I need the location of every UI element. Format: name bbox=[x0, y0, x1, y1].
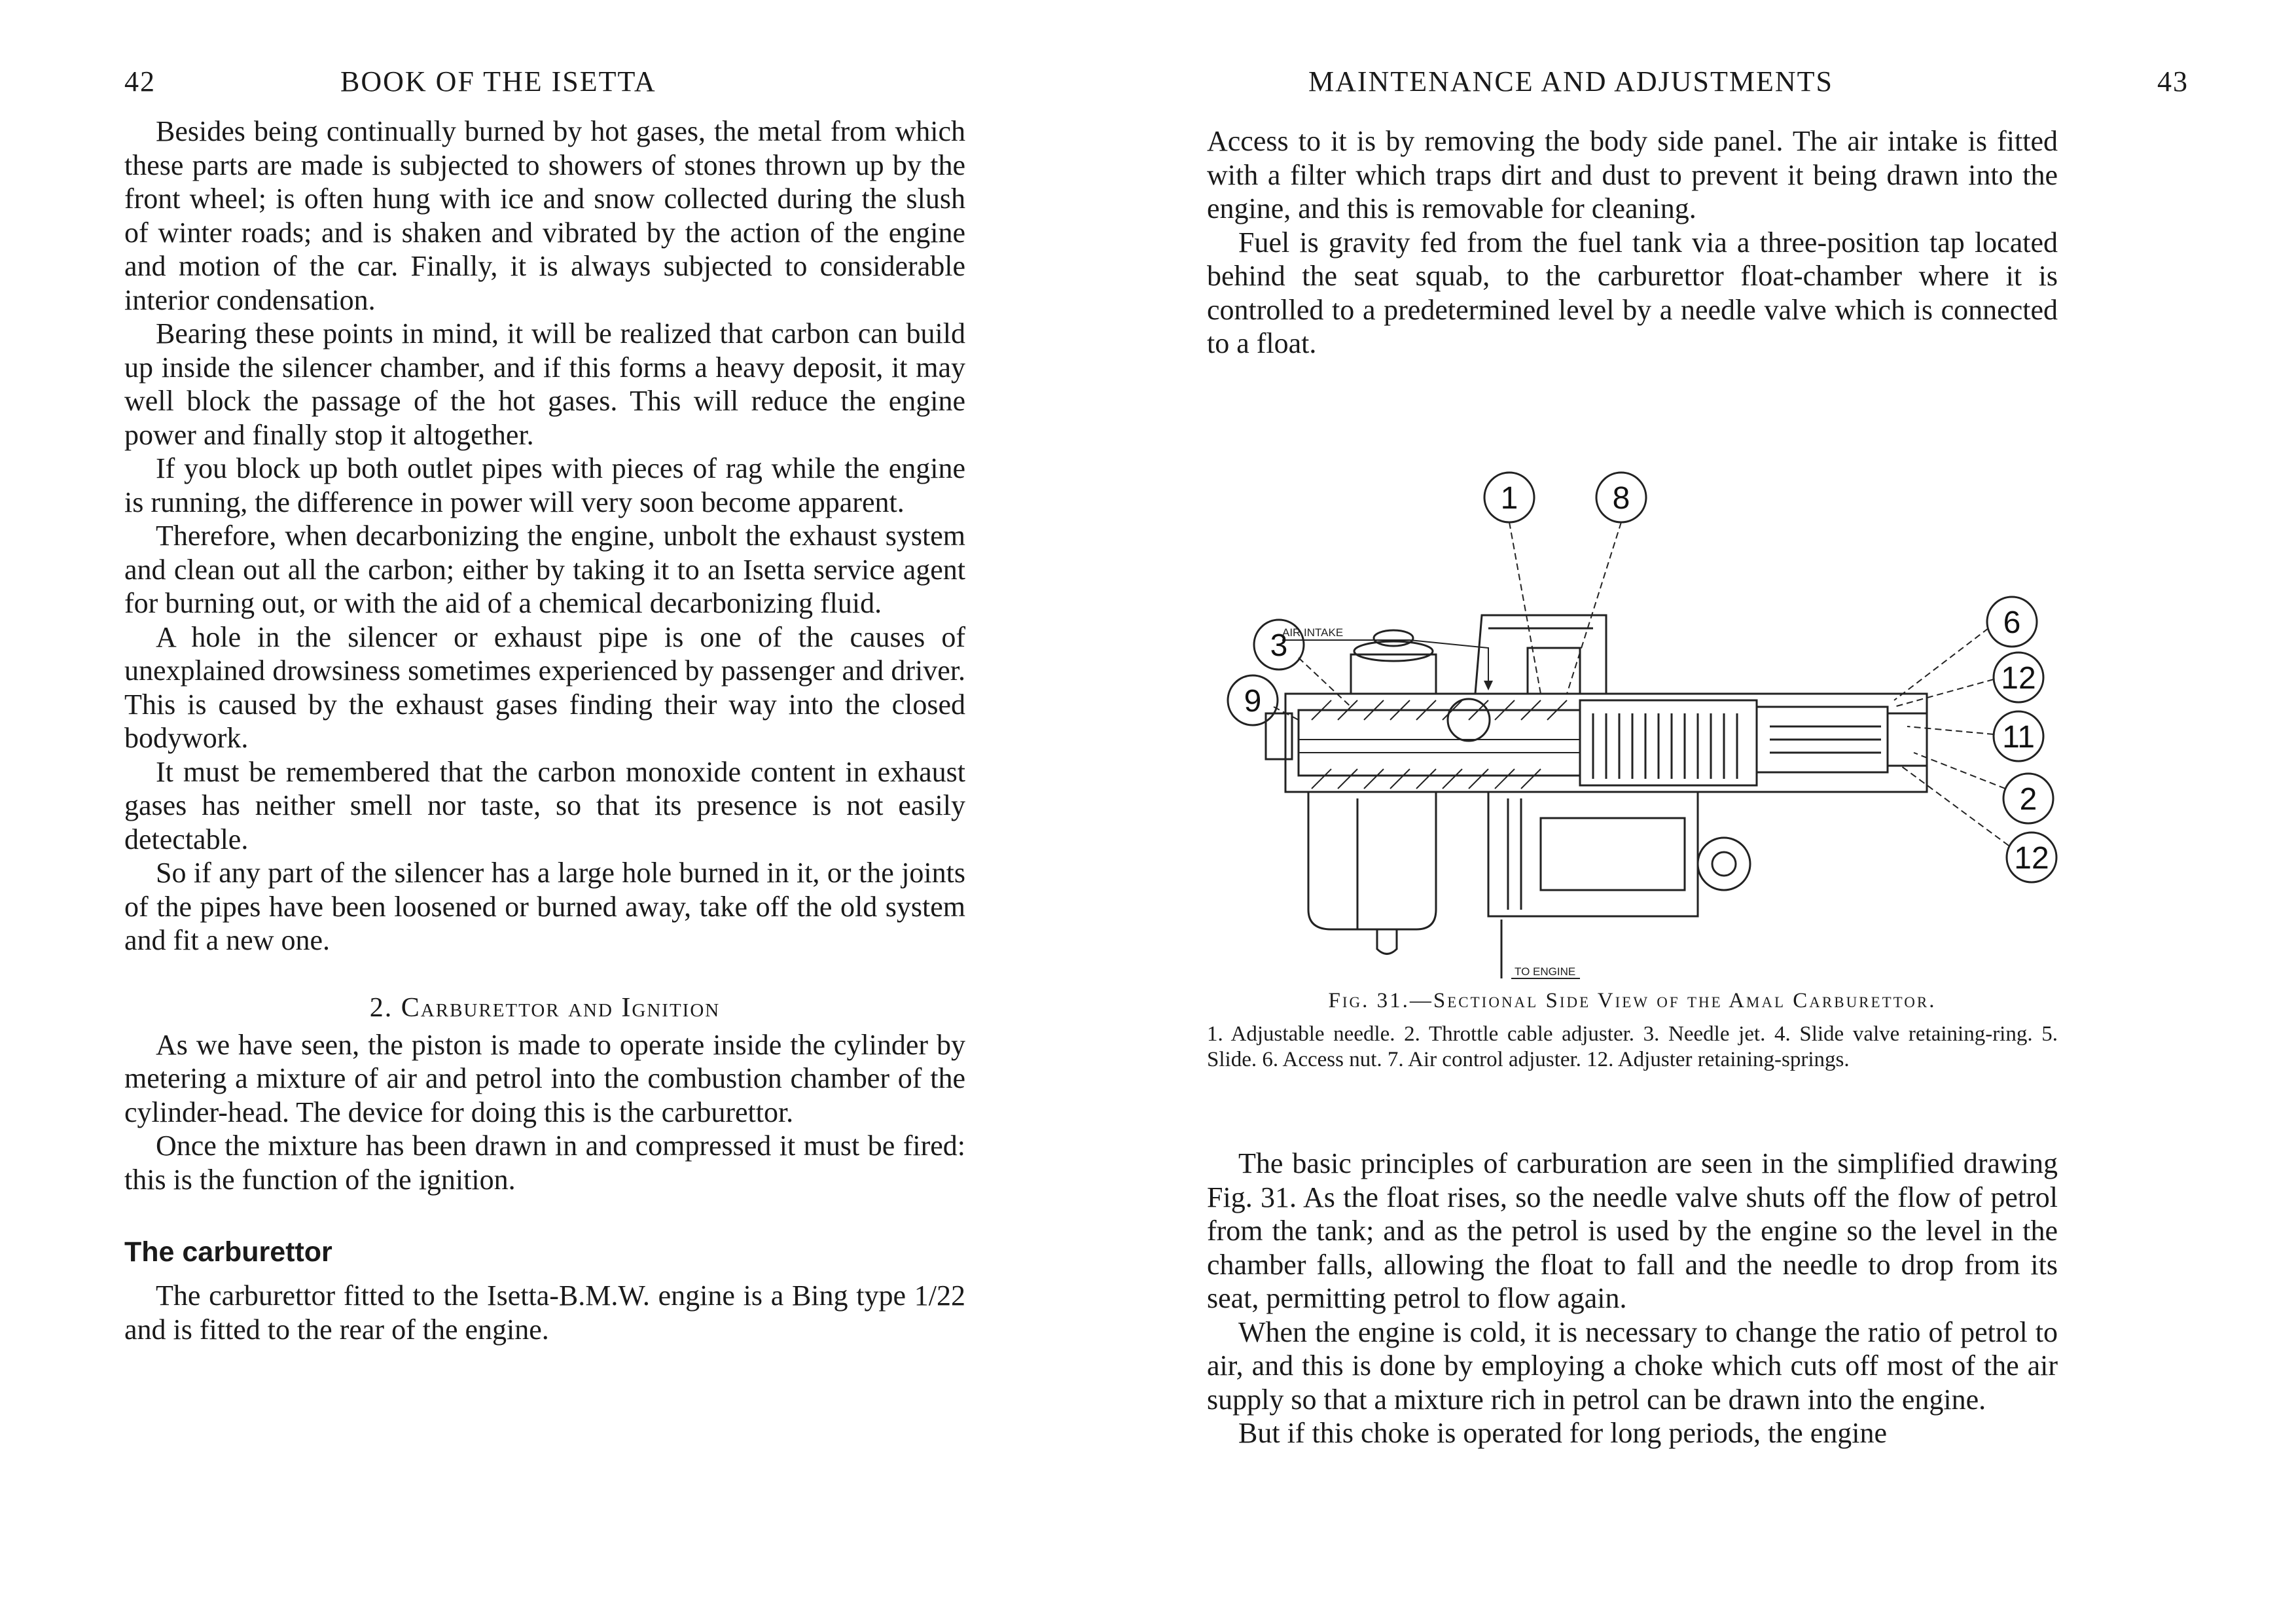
left-page-number: 42 bbox=[124, 65, 156, 98]
right-page-number: 43 bbox=[2157, 65, 2189, 98]
left-running-title: BOOK OF THE ISETTA bbox=[340, 65, 656, 98]
paragraph: If you block up both outlet pipes with pieces of rag while the engine is running, the difference in power will very soon become apparent. bbox=[124, 452, 965, 518]
paragraph: Access to it is by removing the body side panel. The air intake is fitted with a filter which traps dirt and dust to prevent it being drawn into the engine, and this is removable for cleaning. bbox=[1207, 125, 2058, 224]
left-running-head bbox=[124, 62, 965, 101]
figure-caption bbox=[1207, 988, 2058, 1073]
callout-6: 6 bbox=[2003, 605, 2021, 640]
paragraph: Besides being continually burned by hot gases, the metal from which these parts are made is subjected to showers of stones thrown up by the front wheel; is often hung with ice and snow collected during the slush of winter roads; and is shaken and vibrated by the action of the engine and motion of the car. Finally, it is always subjected to considerable interior condensation. bbox=[124, 115, 965, 316]
paragraph: When the engine is cold, it is necessary to change the ratio of petrol to air, and this is done by employing a choke which cuts off most of the air supply so that a mixture rich in petrol can be drawn into the engine. bbox=[1207, 1315, 2058, 1416]
paragraph: As we have seen, the piston is made to operate inside the cylinder by metering a mixture of air and petrol into the combustion chamber of the cylinder-head. The device for doing this is the carburettor. bbox=[124, 1028, 965, 1128]
right-page bbox=[1148, 0, 2296, 1610]
paragraph: Once the mixture has been drawn in and compressed it must be fired: this is the function of the ignition. bbox=[124, 1130, 965, 1196]
paragraph: The basic principles of carburation are seen in the simplified drawing Fig. 31. As the float rises, so the needle valve shuts off the flow of petrol from the tank; and as the petrol is used by the engine so the level in the chamber falls, allowing the float to fall and the needle to drop from its seat, permitting petrol to flow again. bbox=[1207, 1147, 2058, 1314]
paragraph: So if any part of the silencer has a large hole burned in it, or the joints of the pipes have been loosened or burned away, take off the old system and fit a new one. bbox=[124, 857, 965, 956]
callout-12b: 12 bbox=[2014, 841, 2049, 876]
paragraph: Fuel is gravity fed from the fuel tank via a three-position tap located behind the seat squab, to the carburettor float-chamber where it is controlled to a predetermined level by a needle valve which is connected to a float. bbox=[1207, 226, 2058, 359]
right-running-head bbox=[1308, 62, 2189, 101]
air-intake-shape bbox=[1475, 615, 1606, 694]
paragraph: But if this choke is operated for long periods, the engine bbox=[1238, 1417, 1887, 1449]
right-text-bottom bbox=[1207, 1147, 2058, 1450]
carburettor-drawing bbox=[1200, 432, 2077, 995]
carburettor-figure bbox=[1200, 432, 2077, 995]
label-air-intake: AIR INTAKE bbox=[1282, 626, 1344, 639]
paragraph: Bearing these points in mind, it will be realized that carbon can build up inside the silencer chamber, and if this forms a heavy deposit, it may well block the passage of the hot gases. This will reduce the engine power and finally stop it altogether. bbox=[124, 317, 965, 451]
right-running-title: MAINTENANCE AND ADJUSTMENTS bbox=[1308, 65, 1834, 98]
subheading: The carburettor bbox=[124, 1236, 332, 1268]
banjo-union-shape bbox=[1698, 838, 1750, 890]
callout-9: 9 bbox=[1244, 684, 1262, 719]
callout-2: 2 bbox=[2019, 782, 2037, 817]
caption-title: Fig. 31.—Sectional Side View of the Amal Carburettor. bbox=[1328, 989, 1937, 1012]
paragraph: A hole in the silencer or exhaust pipe is one of the causes of unexplained drowsiness sometimes experienced by passenger and driver. This is caused by the exhaust gases finding their way into the closed bodywork. bbox=[124, 620, 965, 754]
paragraph: Therefore, when decarbonizing the engine, unbolt the exhaust system and clean out all the carbon; either by taking it to an Isetta service agent for burning out, or with the aid of a chemical decarbonizing fluid. bbox=[124, 520, 965, 619]
paragraph: It must be remembered that the carbon monoxide content in exhaust gases has neither smell nor taste, so that its presence is not easily detectable. bbox=[124, 755, 965, 855]
callout-8: 8 bbox=[1612, 481, 1630, 516]
callout-12a: 12 bbox=[2001, 661, 2036, 696]
right-text-top bbox=[1207, 124, 2058, 361]
left-text-column bbox=[124, 115, 965, 1346]
callout-11: 11 bbox=[2002, 720, 2035, 755]
section-heading: 2. Carburettor and Ignition bbox=[369, 992, 721, 1023]
paragraph: The carburettor fitted to the Isetta-B.M.W. engine is a Bing type 1/22 and is fitted to the rear of the engine. bbox=[124, 1279, 965, 1346]
callout-3: 3 bbox=[1270, 628, 1288, 663]
float-chamber-shape bbox=[1308, 792, 1436, 929]
label-to-engine: TO ENGINE bbox=[1515, 965, 1576, 978]
caption-legend: 1. Adjustable needle. 2. Throttle cable adjuster. 3. Needle jet. 4. Slide valve retaining-ring. 5. Slide. 6. Access nut. 7. Air control adjuster. 12. Adjuster retaining-springs. bbox=[1207, 1022, 2058, 1071]
callout-1: 1 bbox=[1500, 481, 1518, 516]
